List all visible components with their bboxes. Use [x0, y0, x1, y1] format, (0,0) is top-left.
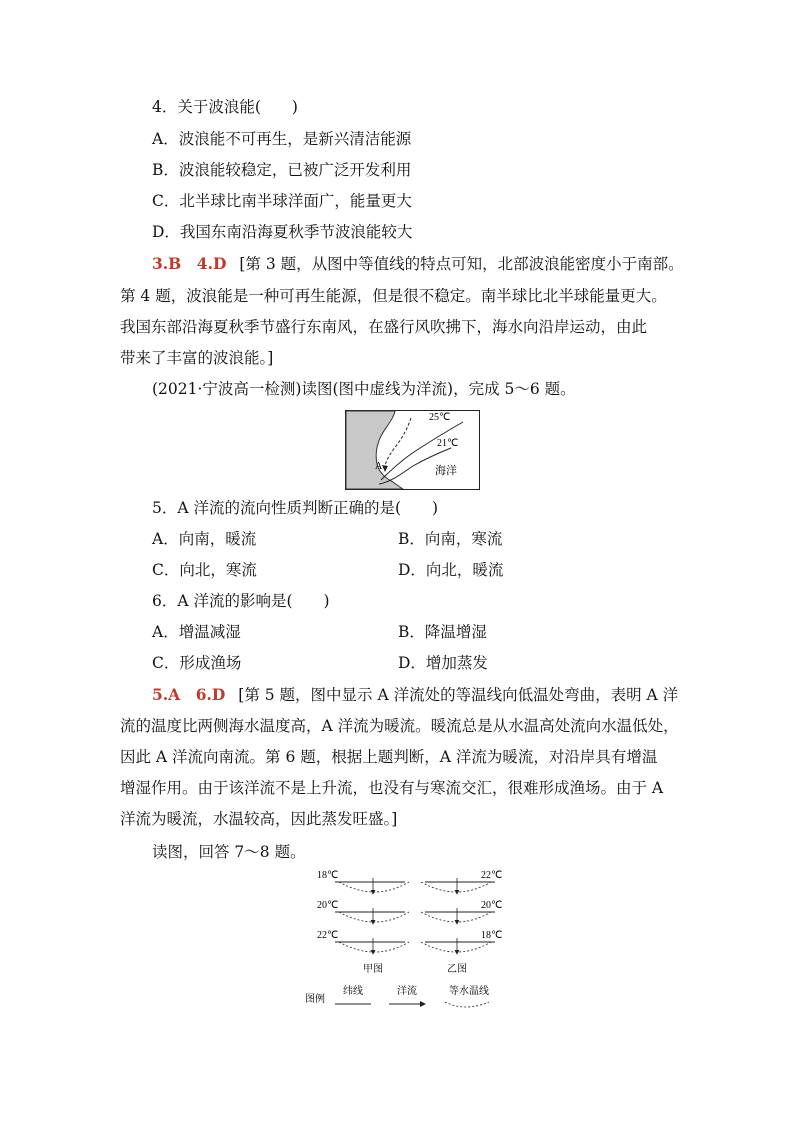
q6-stem: 6．A 洋流的影响是( ) — [152, 592, 330, 610]
q4-option-d: D．我国东南沿海夏秋季节波浪能较大 — [152, 223, 413, 241]
jia-isotherm-1 — [339, 882, 409, 892]
answer-3-4-line-2: 第 4 题，波浪能是一种可再生能源，但是很不稳定。南半球比北半球能量更大。 — [120, 287, 667, 305]
yi-isotherm-1 — [421, 882, 491, 892]
legend-isotherm-label: 等水温线 — [449, 986, 489, 997]
q6-option-d: D．增加蒸发 — [398, 654, 488, 672]
q5-option-b: B．向南，寒流 — [398, 530, 503, 548]
answer-5-6-line-2: 流的温度比两侧海水温度高，A 洋流为暖流。暖流总是从水温高处流向水温低处， — [120, 717, 679, 735]
q4-option-c: C．北半球比南半球洋面广，能量更大 — [152, 192, 412, 210]
q5-stem: 5．A 洋流的流向性质判断正确的是( ) — [152, 499, 439, 517]
q5-option-a: A．向南，暖流 — [152, 530, 257, 548]
answer-5-6-text-1: [第 5 题，图中显示 A 洋流处的等温线向低温处弯曲，表明 A 洋 — [238, 686, 679, 704]
q4-option-b: B．波浪能较稳定，已被广泛开发利用 — [152, 161, 412, 179]
answer-3-4-line-3: 我国东部沿海夏秋季节盛行东南风，在盛行风吹拂下，海水向沿岸运动，由此 — [120, 318, 648, 336]
answer-5-6-line-5: 洋流为暖流，水温较高，因此蒸发旺盛。] — [120, 810, 398, 828]
diagram-jia — [317, 870, 409, 975]
q6-option-c: C．形成渔场 — [152, 654, 242, 672]
answer-3-4-text-1: [第 3 题，从图中等值线的特点可知，北部波浪能密度小于南部。 — [239, 255, 684, 273]
jia-isotherm-3 — [339, 942, 409, 952]
answer-3-4-line-4: 带来了丰富的波浪能。] — [120, 349, 274, 367]
legend-lat-label: 纬线 — [343, 986, 363, 997]
intro-5-6: (2021·宁波高一检测)读图(图中虚线为洋流)，完成 5～6 题。 — [152, 380, 576, 398]
answer-3-4-key: 3.B 4.D — [152, 254, 227, 273]
jia-temp-3: 22℃ — [317, 930, 339, 941]
map-label-a: A — [375, 461, 383, 472]
yi-isotherm-3 — [421, 942, 491, 952]
isotherm-diagrams — [305, 866, 515, 1016]
q6-option-b: B．降温增湿 — [398, 623, 487, 641]
q5-option-c: C．向北，寒流 — [152, 561, 257, 579]
answer-3-4-line-1 — [152, 254, 684, 274]
yi-temp-1: 22℃ — [481, 870, 503, 881]
map-label-sea: 海洋 — [435, 465, 457, 477]
answer-5-6-line-3: 因此 A 洋流向南流。第 6 题，根据上题判断，A 洋流为暖流，对沿岸具有增温 — [120, 748, 658, 766]
yi-temp-3: 18℃ — [481, 930, 503, 941]
jia-caption: 甲图 — [363, 964, 383, 975]
q4-option-a: A．波浪能不可再生，是新兴清洁能源 — [152, 130, 412, 148]
yi-isotherm-2 — [421, 912, 491, 922]
map-label-25c: 25℃ — [429, 412, 451, 423]
jia-temp-1: 18℃ — [317, 870, 339, 881]
legend — [305, 984, 489, 1007]
map-label-21c: 21℃ — [437, 438, 459, 449]
jia-isotherm-2 — [339, 912, 409, 922]
q4-stem: 4．关于波浪能( ) — [152, 98, 298, 116]
q5-option-d: D．向北，暖流 — [398, 561, 504, 579]
diagram-yi — [421, 870, 502, 975]
ocean-current-map — [345, 410, 480, 490]
intro-7-8: 读图，回答 7～8 题。 — [152, 843, 306, 861]
q6-option-a: A．增温减湿 — [152, 623, 241, 641]
legend-isotherm-sample — [445, 1002, 489, 1007]
answer-5-6-key: 5.A 6.D — [152, 685, 226, 704]
answer-5-6-line-4: 增湿作用。由于该洋流不是上升流，也没有与寒流交汇，很难形成渔场。由于 A — [120, 779, 664, 797]
yi-caption: 乙图 — [447, 964, 467, 975]
legend-current-label: 洋流 — [397, 986, 417, 997]
jia-temp-2: 20℃ — [317, 900, 339, 911]
legend-title: 图例 — [305, 994, 325, 1005]
answer-5-6-line-1 — [152, 685, 678, 705]
yi-temp-2: 20℃ — [481, 900, 503, 911]
